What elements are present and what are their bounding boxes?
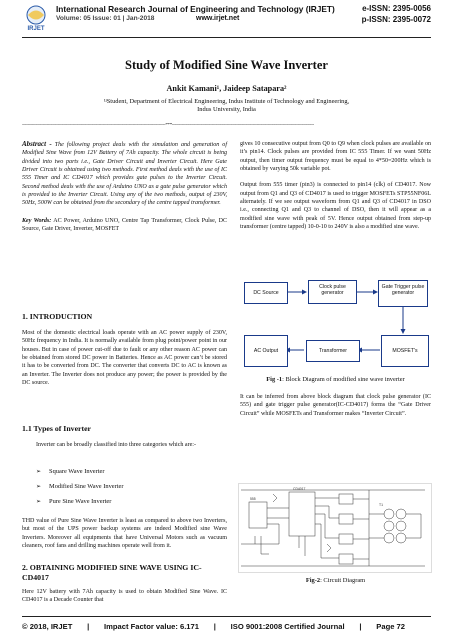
irjet-logo bbox=[22, 4, 50, 32]
arrow-bullet-icon: ➢ bbox=[36, 483, 42, 490]
ac-output-block: AC Output bbox=[244, 335, 288, 367]
journal-header bbox=[0, 0, 453, 36]
figure-1-caption: Fig -1: Block Diagram of modified sine wave inverter bbox=[266, 376, 405, 383]
affiliation-line-2: Indus University, India bbox=[197, 106, 256, 114]
e-issn: e-ISSN: 2395-0056 bbox=[362, 4, 431, 13]
page-footer: © 2018, IRJET | Impact Factor value: 6.171 | ISO 9001:2008 Certified Journal | Page 72 bbox=[22, 622, 406, 631]
keywords-label: Key Words: bbox=[22, 217, 52, 224]
journal-name: International Research Journal of Engineering and Technology (IRJET) bbox=[56, 4, 335, 14]
section-2-text: Here 12V battery with 7Ah capacity is used to obtain Modified Sine Wave. IC CD4017 is a Decade Counter that bbox=[22, 589, 227, 604]
figure-2-caption: Fig-2: Circuit Diagram bbox=[305, 577, 366, 584]
footer-iso: ISO 9001:2008 Certified Journal bbox=[230, 622, 345, 631]
footer-impact-factor: Impact Factor value: 6.171 bbox=[104, 622, 199, 631]
keywords-text: AC Power, Arduino UNO, Centre Tap Transformer, Clock Pulse, DC Source, Gate Driver, Inverter, MOSFET bbox=[22, 217, 228, 233]
types-text: Inverter can be broadly classified into three categories which are:- bbox=[36, 442, 197, 448]
section-separator: ---------------------------------------------------------------------------------------------------------***-------------------------------------------------------------------------------------------------------- bbox=[22, 123, 314, 128]
abstract-block bbox=[22, 140, 227, 233]
block-diagram-figure bbox=[240, 278, 430, 368]
mosfet-block: MOSFET's bbox=[381, 335, 429, 367]
gate-trigger-pulse-generator-block: Gate Trigger pulse generator bbox=[378, 280, 428, 307]
section-introduction-heading: 1. INTRODUCTION bbox=[22, 312, 93, 321]
svg-text:T1: T1 bbox=[379, 503, 383, 507]
bullet-item: ➢ Square Wave Inverter bbox=[36, 468, 105, 475]
section-types-heading: 1.1 Types of Inverter bbox=[22, 424, 92, 433]
journal-website[interactable]: www.irjet.net bbox=[196, 15, 240, 22]
svg-text:IRJET: IRJET bbox=[27, 26, 45, 32]
paper-authors: Ankit Kamani¹, Jaideep Satapara² bbox=[166, 84, 287, 93]
affiliation-line-1: ¹ʲStudent, Department of Electrical Engineering, Indus Institute of Technology and Engineering, bbox=[103, 98, 350, 105]
paragraph: Output from 555 timer (pin3) is connected to pin14 (clk) of CD4017. Now output from Q1 and Q3 of CD4017 is used to trigger MOSFETs STP55NF06L alternately. If we see output waveform from Q1 and Q3 of CD4017 in DSO i.e., connecting Q1 and Q3 to channel of DSO, then it will appear as a modified sine wave with peak of 5V. Hence output obtained from step-up transformer (centre tapped) 10-0-10 to 240V is also a modified sine wave. bbox=[240, 182, 431, 231]
dc-source-block: DC Source bbox=[244, 282, 288, 304]
header-divider bbox=[22, 37, 431, 38]
paper-affiliation bbox=[40, 98, 413, 115]
paper-title: Study of Modified Sine Wave Inverter bbox=[125, 58, 328, 72]
svg-text:555: 555 bbox=[250, 497, 256, 501]
footer-copyright: © 2018, IRJET bbox=[22, 622, 73, 631]
right-column-text bbox=[240, 140, 431, 231]
bullet-item: ➢ Modified Sine Wave Inverter bbox=[36, 483, 124, 490]
abstract-label: Abstract - bbox=[22, 140, 52, 148]
transformer-block: Transformer bbox=[306, 340, 360, 362]
arrow-bullet-icon: ➢ bbox=[36, 498, 42, 505]
introduction-text: Most of the domestic electrical loads operate with an AC power supply of 230V, 50Hz frequency in India. It is normally available from plug point/power point in our houses. But in case of power cut-off due to fault or any other reason AC power can be obtained from stored DC power in Batteries. Hence as AC power can’t be stored it has to be converted from DC. The converter that converts DC to AC is known as an Inverter. The Inverter does not produce any power; the power is provided by the DC source. bbox=[22, 330, 227, 387]
arrow-bullet-icon: ➢ bbox=[36, 468, 42, 475]
footer-page-number: Page 72 bbox=[376, 622, 406, 631]
section-2-heading: 2. OBTAINING MODIFIED SINE WAVE USING IC-CD4017 bbox=[22, 563, 202, 582]
paragraph: gives 10 consecutive output from Q0 to Q9 when clock pulses are available on it’s pin14. Clock pulses are provided from IC 555 Timer. If we want 50Hz output, then timer output frequency must be equal to 4*50=200Hz which is obtained by varying 50k variable pot. bbox=[240, 141, 431, 173]
p-issn: p-ISSN: 2395-0072 bbox=[361, 15, 431, 24]
abstract-text: The following project deals with the simulation and generation of Modified Sine Wave from 12V Battery of 7Ah capacity. The whole circuit is being divided into two parts i.e., Gate Driver Circuit and Inverter Circuit. Here Gate Driver Circuit is obtained using two methods. First method deals with the use of IC 555 Timer and IC CD4017 which provides gate pulses to the Inverter Circuit. Second method deals with the use of Arduino UNO as a gate pulse generator which is provided to the Inverter Circuit. Using any of the two methods, output of 230V, 50Hz, 500W can be obtained from the secondary of the centre tapped transformer. bbox=[22, 142, 227, 207]
svg-text:CD4017: CD4017 bbox=[293, 487, 306, 491]
clock-pulse-generator-block: Clock pulse generator bbox=[308, 280, 357, 304]
bullet-item: ➢ Pure Sine Wave Inverter bbox=[36, 498, 112, 505]
journal-volume: Volume: 05 Issue: 01 | Jan-2018 bbox=[56, 15, 155, 22]
footer-divider bbox=[22, 616, 431, 617]
thd-text: THD value of Pure Sine Wave Inverter is least as compared to above two Inverters, but most of the UPS power backup systems are indeed Modified sine Wave Inverters. Moreover all equipments that have Universal Motors such as vacuum cleaners, roof fans and drilling machines operate well from it. bbox=[22, 518, 227, 550]
circuit-diagram-image bbox=[238, 483, 432, 573]
paragraph: It can be inferred from above block diagram that clock pulse generator (IC 555) and gate trigger pulse generator(IC-CD4017) forms the “Gate Driver Circuit” while MOSFETs and Transformer makes “Inverter Circuit”. bbox=[240, 394, 431, 417]
